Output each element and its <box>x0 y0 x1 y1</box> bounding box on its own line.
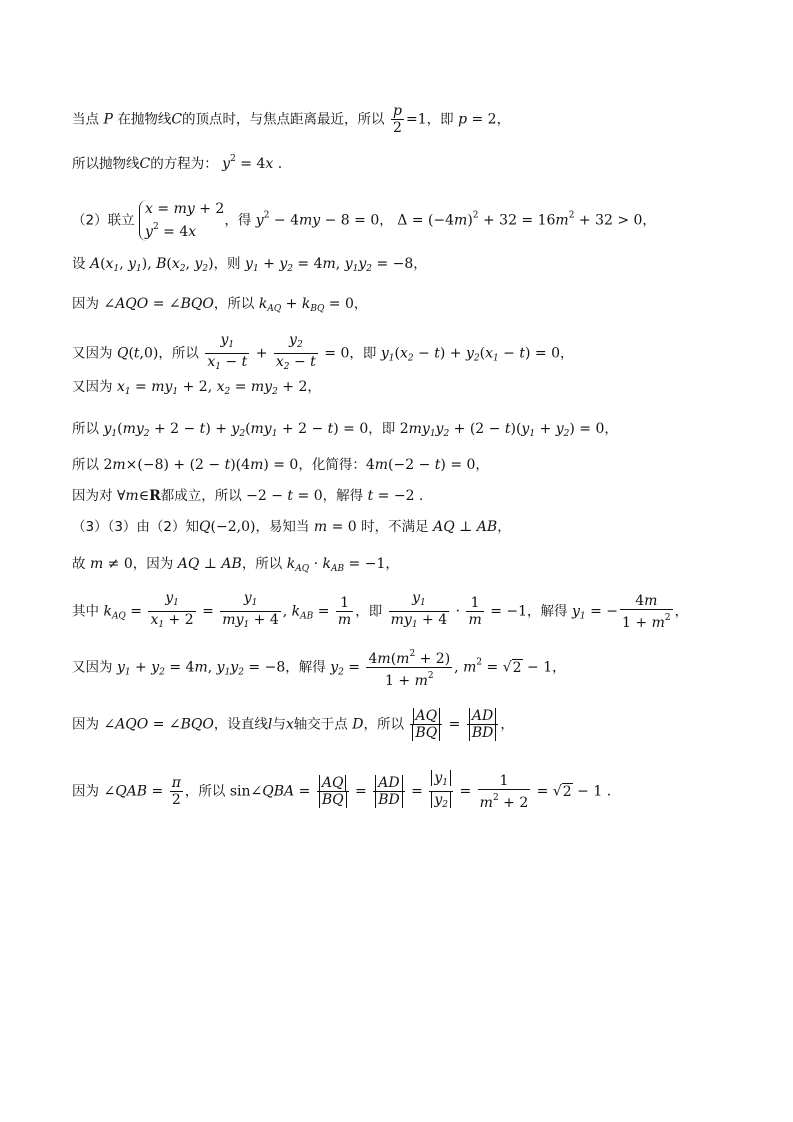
text-line: 其中 $k_{AQ}$ = $\frac{y_1}{x_1 + 2}$ = $\frac{y_1}{my_1 + 4}$ , $k_{AB}$ = $\frac{1}{m}$ ，即 $\frac{y_1}{my_1 + 4}$ · $\frac{1}{m}$ = −1，解得 $y_1$ = − $\frac{4m}{1 + m^2}$ ， <box>72 590 689 631</box>
text-line: 所以 $y_1(my_2 + 2 - t) + y_2(my_1 + 2 - t) = 0$，即 $2my_1y_2 + (2 - t)(y_1 + y_2) = 0$， <box>72 421 618 439</box>
text-line: 又因为 $y_1 + y_2 = 4m$, $y_1y_2 = -8$，解得 $y_2$ = $\frac{4m(m^2 + 2)}{1 + m^2}$ , $m^2 = √2 - 1$， <box>72 646 566 689</box>
text-line: 所以抛物线C的方程为： $y^2 = 4x$ . <box>72 154 283 172</box>
text-line: 又因为 Q(t,0)，所以 $\frac{y_1}{x_1 - t}$ + $\frac{y_2}{x_2 - t}$ = 0，即 $y_1(x_2 - t) + y_2(x_1 - t) = 0$， <box>72 332 574 372</box>
text-line: 故 m ≠ 0，因为 AQ ⊥ AB，所以 $k_{AQ} \cdot k_{AB} = -1$， <box>72 556 399 574</box>
text-line: 设 $A(x_1$, $y_1$), $B(x_2$, $y_2$)，则 $y_1 + y_2 = 4m$, $y_1y_2 = -8$， <box>72 256 427 274</box>
text-line: 因为 ∠QAB = $\frac{\pi}{2}$ ，所以 sin∠QBA = $\frac{AQ}{BQ}$ = $\frac{AD}{BD}$ = $\frac{y_1}{y_2}$ = $\frac{1}{m^2 + 2}$ = √2 − 1 . <box>72 770 612 811</box>
text-line: 因为对 ∀m∈R都成立，所以 −2 − t = 0，解得 t = −2 . <box>72 488 424 504</box>
text-line: （3）（3）由（2）知Q(−2,0)，易知当 m = 0 时，不满足 AQ ⊥ AB， <box>72 519 511 535</box>
text-line: 因为 ∠AQO = ∠BQO，所以 $k_{AQ} + k_{BQ} = 0$， <box>72 296 368 314</box>
text-line: 因为 ∠AQO = ∠BQO，设直线l与x轴交于点 D，所以 $\frac{AQ}{BQ}$ = $\frac{AD}{BD}$ ， <box>72 708 514 741</box>
text-line: 当点 P 在抛物线C的顶点时，与焦点距离最近，所以 $\frac{p}{2}$ =1，即 p = 2， <box>72 103 511 136</box>
text-line: 所以 2m×(−8) + (2 − t)(4m) = 0，化简得：4m(−2 − t) = 0， <box>72 457 489 473</box>
text-line: 又因为 $x_1 = my_1 + 2$, $x_2 = my_2 + 2$， <box>72 379 321 397</box>
text-line: （2）联立 x = my + 2 $y^2 = 4x$，得 $y^2 - 4my - 8 = 0$， $\Delta = (-4m)^2 + 32 = 16m^2 + 32 > 0$， <box>72 201 656 240</box>
